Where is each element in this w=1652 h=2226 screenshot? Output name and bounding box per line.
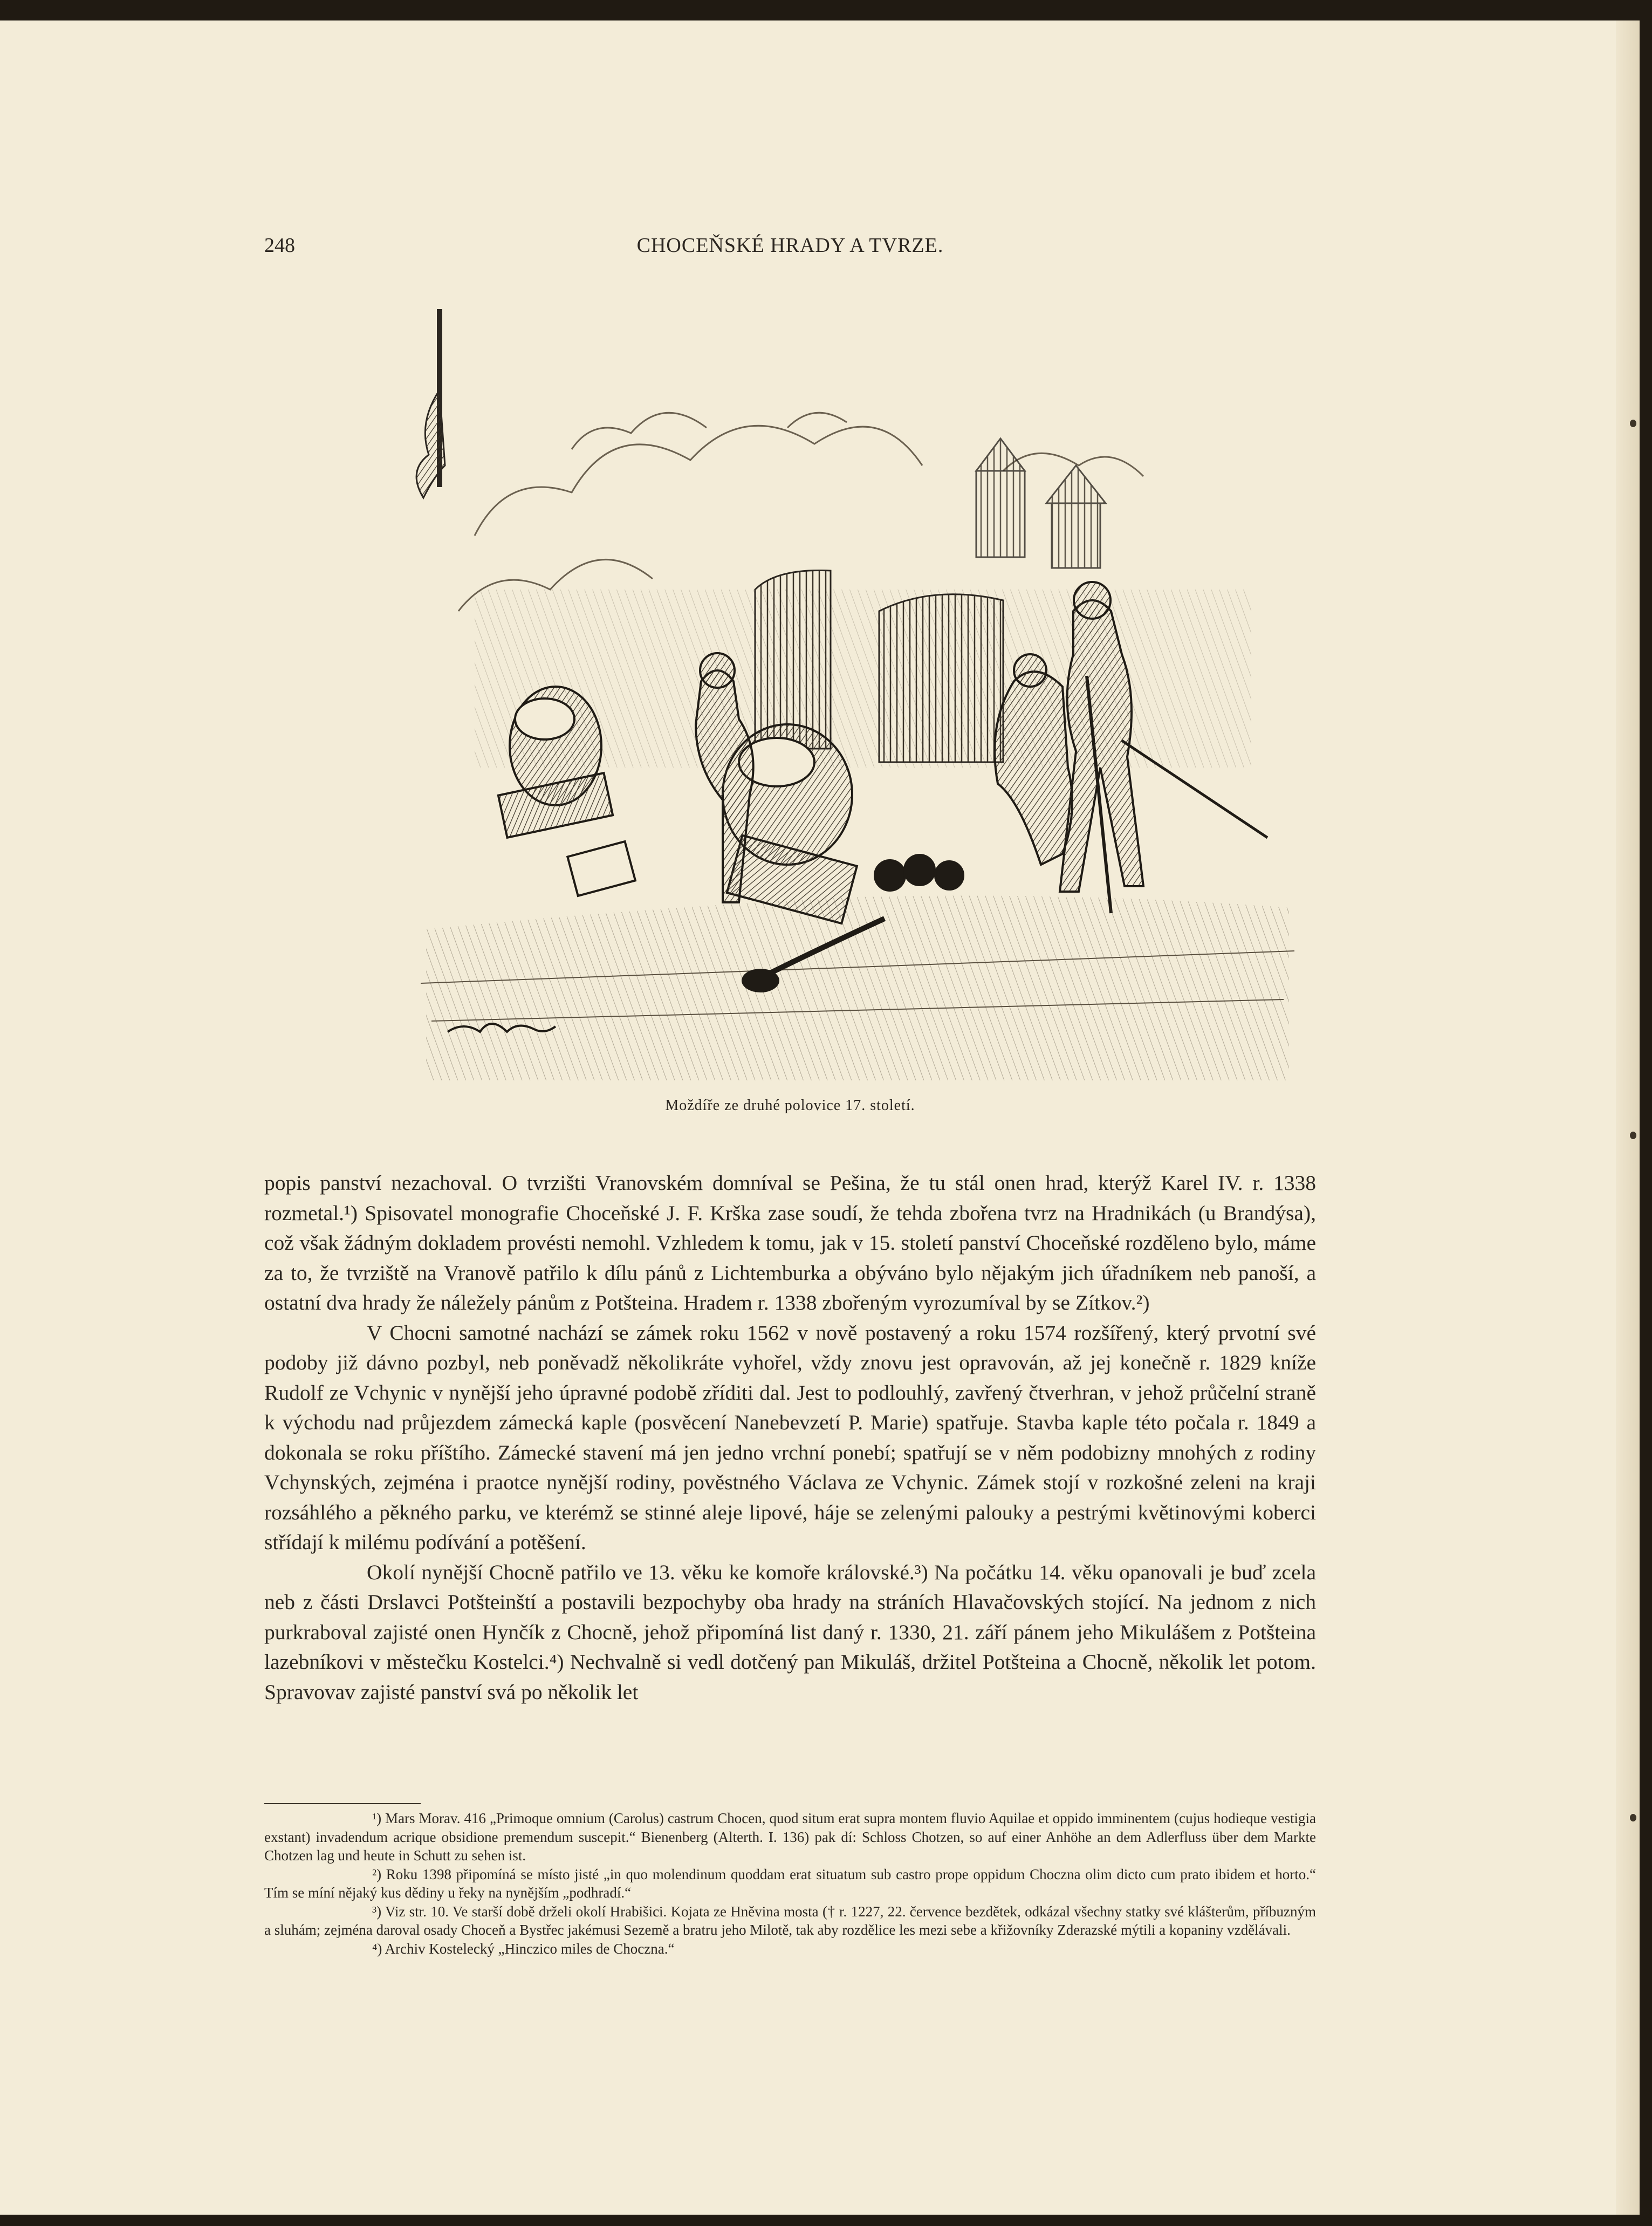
- footnote-rule: [264, 1803, 421, 1804]
- footnote: ¹) Mars Morav. 416 „Primoque omnium (Carolus) castrum Chocen, quod situm erat supra montem fluvio Aquilae et oppido imminentem (cujus hodieque vestigia exstant) invadendum acrique obsidione premendum suscepit.“ Bienenberg (Alterth. I. 136) pak dí: Schloss Chotzen, so auf einer Anhöhe an dem Adlerfluss über dem Markte Chotzen lag und heute in Schutt zu sehen ist.: [264, 1810, 1316, 1864]
- footnotes: [264, 1809, 1316, 1958]
- page-header: [264, 234, 1316, 266]
- mortars-engraving-icon: [410, 309, 1305, 1080]
- page-number: 248: [264, 234, 295, 257]
- figure-caption: Moždíře ze druhé polovice 17. století.: [665, 1097, 915, 1114]
- paragraph: Okolí nynější Chocně patřilo ve 13. věku ke komoře královské.³) Na počátku 14. věku opanovali je buď zcela neb z části Drslavci Potšteinští a postavili bezpochyby oba hrady na stráních Hlavačovských stojící. Na jednom z nich purkraboval zajisté onen Hynčík z Chocně, jehož připomíná list daný r. 1330, 21. září pánem jeho Mikulášem z Potšteina lazebníkovi v městečku Kostelci.⁴) Nechvalně si vedl dotčený pan Mikuláš, držitel Potšteina a Chocně, několik let potom. Spravovav zajisté panství svá po několik let: [264, 1560, 1316, 1704]
- running-title: CHOCEŇSKÉ HRADY A TVRZE.: [636, 234, 944, 257]
- paragraph: popis panství nezachoval. O tvrzišti Vranovském domníval se Pešina, že tu stál onen hrad, kterýž Karel IV. r. 1338 rozmetal.¹) Spisovatel monografie Choceňské J. F. Krška zase soudí, že tehda zbořena tvrz na Hradnikách (u Brandýsa), což však žádným dokladem provésti nemohl. Vzhledem k tomu, jak v 15. století panství Choceňské rozděleno bylo, máme za to, že tvrziště na Vranově patřilo k dílu pánů z Lichtemburka a obýváno bylo nějakým jich úřadníkem neb panoší, a ostatní dva hrady že náležely pánům z Potšteina. Hradem r. 1338 zbořeným vyrozumíval by se Zítkov.²): [264, 1171, 1316, 1314]
- footnote: ³) Viz str. 10. Ve starší době drželi okolí Hrabišici. Kojata ze Hněvina mosta († r. 1227, 22. července bezdětek, odkázal všechny statky své klášterům, příbuzným a sluhám; zejména daroval osady Choceň a Bystřec jakémusi Sezemě a bratru jeho Milotě, tak aby rozdělice les mezi sebe a křižovníky Zderazské mýtili a kopaniny vzdělávali.: [264, 1903, 1316, 1938]
- edge-mark: [1630, 420, 1636, 427]
- book-page: [0, 20, 1640, 2215]
- body-text: [264, 1168, 1316, 1707]
- edge-mark: [1630, 1132, 1636, 1139]
- footnote: ²) Roku 1398 připomíná se místo jisté „in quo molendinum quoddam erat situatum sub castro prope oppidum Choczna olim dicto cum prato ibidem et horto.“ Tím se míní nějaký kus dědiny u řeky na nynějším „podhradí.“: [264, 1866, 1316, 1901]
- footnote: ⁴) Archiv Kostelecký „Hinczico miles de Choczna.“: [372, 1940, 675, 1957]
- edge-mark: [1630, 1814, 1636, 1821]
- engraving-figure: [410, 309, 1305, 1080]
- binding-edge: [1616, 20, 1640, 2215]
- paragraph: V Chocni samotné nachází se zámek roku 1562 v nově postavený a roku 1574 rozšířený, který prvotní své podoby již dávno pozbyl, neb poněvadž několikráte vyhořel, vždy znovu jest opravován, až jej konečně r. 1829 kníže Rudolf ze Vchynic v nynější jeho úpravné podobě zříditi dal. Jest to podlouhlý, zavřený čtverhran, v jehož průčelní straně k východu nad průjezdem zámecká kaple (posvěcení Nanebevzetí P. Marie) spatřuje. Stavba kaple této počala r. 1849 a dokonala se roku příštího. Zámecké stavení má jen jedno vrchní ponebí; spatřují se v něm podobizny mnohých z rodiny Vchynských, zejména i praotce nynější rodiny, pověstného Václava ze Vchynic. Zámek stojí v rozkošné zeleni na kraji rozsáhlého a pěkného parku, ve kterémž se stinné aleje lipové, háje se zelenými palouky a pestrými květinovými koberci střídají k milému podívání a potěšení.: [264, 1320, 1316, 1554]
